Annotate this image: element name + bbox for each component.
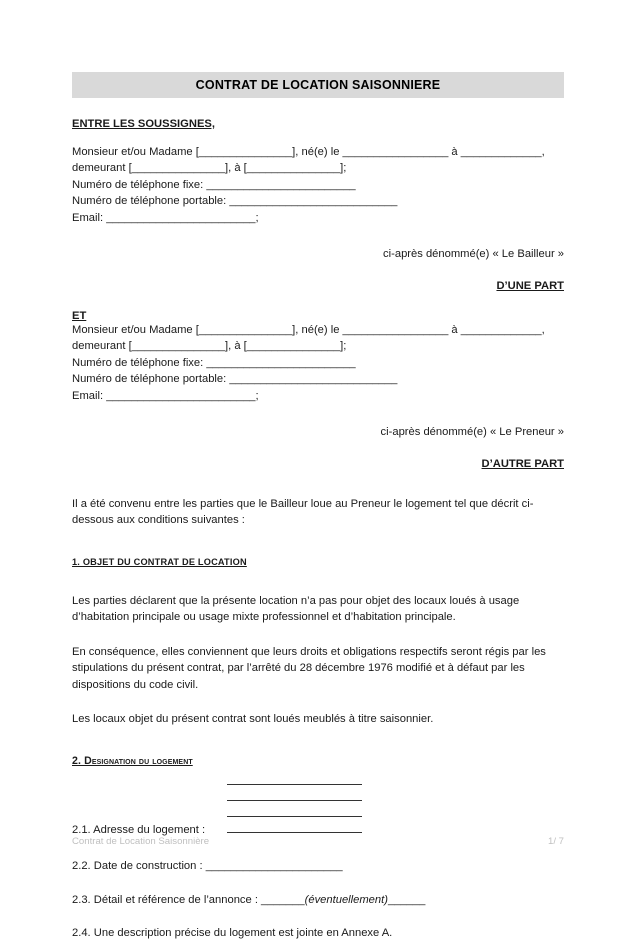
bailleur-identity-line: Monsieur et/ou Madame [_______________], né(e) le _________________ à _____________, bbox=[72, 146, 545, 158]
section-2-item-2-1 bbox=[72, 784, 564, 836]
section-2-item-2-4: 2.4. Une description précise du logement est jointe en Annexe A. bbox=[72, 927, 393, 940]
bailleur-block bbox=[72, 144, 564, 226]
address-label: 2.1. Adresse du logement : bbox=[72, 824, 206, 837]
bailleur-denomination: ci-après dénommé(e) « Le Bailleur » bbox=[383, 248, 564, 261]
document-title: CONTRAT DE LOCATION SAISONNIERE bbox=[72, 72, 564, 98]
footer-page-number: 1/ 7 bbox=[547, 836, 564, 847]
agreement-paragraph: Il a été convenu entre les parties que le Bailleur loue au Preneur le logement tel que décrit ci-dessous aux conditions suivantes : bbox=[72, 498, 534, 527]
section-1-paragraph-1: Les parties déclarent que la présente location n’a pas pour objet des locaux loués à usage d’habitation principale ou usage mixte professionnel et d’habitation principale. bbox=[72, 594, 520, 624]
bailleur-phone-mobile-line: Numéro de téléphone portable: ___________________________ bbox=[72, 195, 398, 208]
section-1-paragraph-2: En conséquence, elles conviennent que leurs droits et obligations respectifs seront régis par les stipulations du présent contrat, par l’arrêté du 28 décembre 1976 modifié et à défaut par les dispositions du code civil. bbox=[72, 645, 546, 691]
address-blank-lines bbox=[227, 784, 362, 833]
preneur-block bbox=[72, 322, 564, 404]
address-blank-line[interactable] bbox=[227, 832, 362, 833]
footer-document-name: Contrat de Location Saisonnière bbox=[72, 836, 210, 847]
preneur-phone-fixed-line: Numéro de téléphone fixe: ________________________ bbox=[72, 356, 356, 369]
intro-heading: ENTRE LES SOUSSIGNES, bbox=[72, 118, 215, 130]
preneur-denomination: ci-après dénommé(e) « Le Preneur » bbox=[380, 426, 564, 439]
bailleur-email-line: Email: ________________________; bbox=[72, 211, 259, 224]
item-2-3-suffix: ______ bbox=[387, 893, 426, 906]
bailleur-phone-fixed-line: Numéro de téléphone fixe: ________________________ bbox=[72, 178, 356, 191]
preneur-identity-line: Monsieur et/ou Madame [_______________], né(e) le _________________ à _____________, bbox=[72, 324, 545, 337]
address-blank-line[interactable] bbox=[227, 800, 362, 801]
section-2-heading: 2. Designation du logement bbox=[72, 755, 193, 768]
address-blank-line[interactable] bbox=[227, 816, 362, 817]
section-1-paragraph-3: Les locaux objet du présent contrat sont loués meublés à titre saisonnier. bbox=[72, 712, 434, 725]
bailleur-address-line: demeurant [_______________], à [_______________]; bbox=[72, 162, 347, 175]
preneur-email-line: Email: ________________________; bbox=[72, 389, 259, 402]
item-2-3-prefix: 2.3. Détail et référence de l’annonce : _______ bbox=[72, 893, 305, 906]
section-1-heading: 1. OBJET DU CONTRAT DE LOCATION bbox=[72, 556, 247, 567]
une-part-label: D’UNE PART bbox=[496, 280, 564, 293]
autre-part-label: D’AUTRE PART bbox=[481, 458, 564, 471]
address-blank-line[interactable] bbox=[227, 784, 362, 785]
document-content bbox=[72, 0, 564, 942]
preneur-address-line: demeurant [_______________], à [_______________]; bbox=[72, 340, 347, 353]
page-footer bbox=[72, 836, 564, 847]
item-2-3-italic-note: (éventuellement) bbox=[304, 893, 388, 906]
preneur-phone-mobile-line: Numéro de téléphone portable: ___________________________ bbox=[72, 373, 398, 386]
et-separator-label: ET bbox=[72, 310, 87, 323]
section-2-item-2-2: 2.2. Date de construction : ______________________ bbox=[72, 860, 343, 873]
